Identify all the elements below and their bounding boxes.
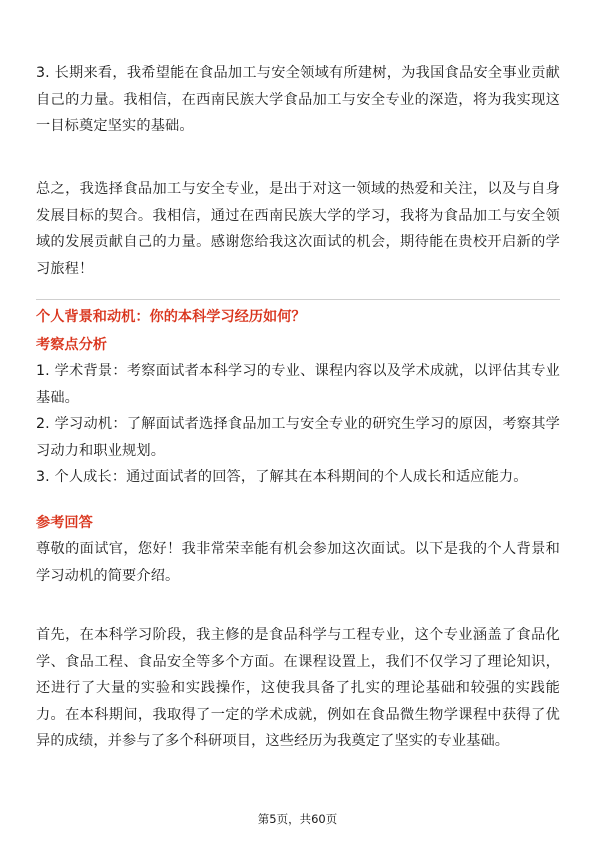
answer-heading: 参考回答: [36, 515, 93, 531]
page-number: 第5页，共60页: [257, 812, 338, 826]
analysis-item: 1. 学术背景：考察面试者本科学习的专业、课程内容以及学术成就，以评估其专业基础。: [36, 363, 560, 406]
summary-paragraph: 总之，我选择食品加工与安全专业，是出于对这一领域的热爱和关注，以及与自身发展目标的契合。我相信，通过在西南民族大学的学习，我将为食品加工与安全领域的发展贡献自己的力量。感谢您给我这次面试的机会，期待能在贵校开启新的学习旅程！: [36, 181, 560, 277]
analysis-heading: 考察点分析: [36, 337, 107, 353]
answer-greeting: 尊敬的面试官，您好！我非常荣幸能有机会参加这次面试。以下是我的个人背景和学习动机的简要介绍。: [36, 541, 560, 584]
section-divider: [36, 299, 560, 300]
analysis-list: [36, 358, 560, 491]
answer-first-paragraph: 首先，在本科学习阶段，我主修的是食品科学与工程专业，这个专业涵盖了食品化学、食品工程、食品安全等多个方面。在课程设置上，我们不仅学习了理论知识，还进行了大量的实验和实践操作，这使我具备了扎实的理论基础和较强的实践能力。在本科期间，我取得了一定的学术成就，例如在食品微生物学课程中获得了优异的成绩，并参与了多个科研项目，这些经历为我奠定了坚实的专业基础。: [36, 627, 560, 749]
interview-question: 个人背景和动机：你的本科学习经历如何？: [36, 309, 306, 325]
analysis-item: 2. 学习动机：了解面试者选择食品加工与安全专业的研究生学习的原因，考察其学习动力和职业规划。: [36, 416, 560, 459]
document-page: [36, 0, 560, 842]
intro-point-3: 3. 长期来看，我希望能在食品加工与安全领域有所建树，为我国食品安全事业贡献自己的力量。我相信，在西南民族大学食品加工与安全专业的深造，将为我实现这一目标奠定坚实的基础。: [36, 65, 560, 134]
analysis-item: 3. 个人成长：通过面试者的回答，了解其在本科期间的个人成长和适应能力。: [36, 469, 528, 485]
